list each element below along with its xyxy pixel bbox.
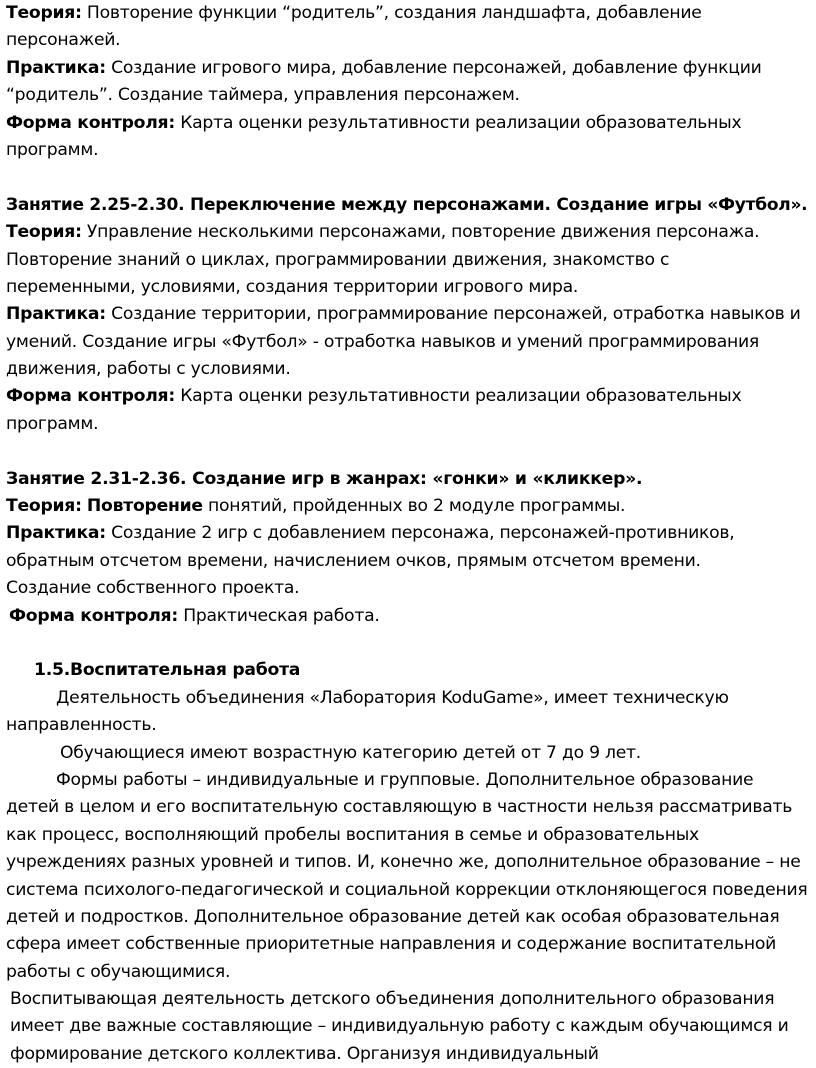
control-line — [6, 383, 812, 410]
practice-text: Создание территории, программирование персонажей, отработка навыков и — [111, 304, 801, 325]
practice-text: Создание игрового мира, добавление персонажей, добавление функции — [111, 57, 762, 78]
theory-label: Теория: — [6, 3, 82, 23]
control-line — [6, 603, 812, 630]
theory-line — [6, 0, 812, 27]
control-line — [6, 110, 812, 137]
spacer — [6, 630, 812, 657]
theory-repeat-label: Повторение — [86, 496, 203, 517]
paragraph-line: система психолого-педагогической и социальной коррекции отклоняющегося поведения — [6, 879, 808, 900]
paragraph-line: Воспитывающая деятельность детского объединения дополнительного образования — [10, 989, 775, 1010]
control-label: Форма контроля: — [6, 112, 175, 133]
theory-line — [6, 493, 812, 520]
text-line: персонажей. — [6, 30, 121, 51]
theory-text: понятий, пройденных во 2 модуле программы. — [208, 496, 626, 517]
paragraph-line: учреждениях разных уровней и типов. И, конечно же, дополнительное образование – не — [6, 852, 801, 873]
paragraph-line: Формы работы – индивидуальные и групповые. Дополнительное образование — [56, 769, 754, 790]
paragraph-line: имеет две важные составляющие – индивидуальную работу с каждым обучающимся и — [10, 1016, 789, 1037]
practice-label: Практика: — [6, 57, 106, 78]
text-line: движения, работы с условиями. — [6, 359, 291, 380]
section-heading: 1.5.Воспитательная работа — [34, 660, 301, 681]
text-line: программ. — [6, 139, 99, 160]
spacer — [6, 438, 812, 465]
paragraph-line: формирование детского коллектива. Организуя индивидуальный — [10, 1043, 599, 1064]
text-line: умений. Создание игры «Футбол» - отработка навыков и умений программирования — [6, 331, 760, 352]
theory-text: Управление несколькими персонажами, повторение движения персонажа. — [86, 222, 760, 243]
text-line: Повторение знаний о циклах, программировании движения, знакомство с — [6, 249, 670, 270]
paragraph-line: сфера имеет собственные приоритетные направления и содержание воспитательной — [6, 934, 777, 955]
practice-line — [6, 55, 812, 82]
practice-line — [6, 301, 812, 328]
paragraph-line: как процесс, восполняющий пробелы воспитания в семье и образовательных — [6, 824, 699, 845]
paragraph-line: детей в целом и его воспитательную составляющую в частности нельзя рассматривать — [6, 797, 793, 818]
theory-label: Теория: — [6, 222, 82, 243]
practice-label: Практика: — [6, 523, 106, 544]
control-text: Практическая работа. — [183, 605, 380, 626]
text-line: программ. — [6, 413, 99, 434]
text-line: переменными, условиями, создания территории игрового мира. — [6, 276, 579, 297]
text-line: Создание собственного проекта. — [6, 578, 300, 599]
theory-text: Повторение функции “родитель”, создания ландшафта, добавление — [86, 3, 702, 23]
practice-label: Практика: — [6, 304, 106, 325]
paragraph-line: работы с обучающимися. — [6, 961, 231, 982]
theory-label: Теория: — [6, 496, 82, 517]
control-label: Форма контроля: — [9, 605, 178, 626]
text-line: “родитель”. Создание таймера, управления персонажем. — [6, 85, 520, 106]
paragraph-line: направленность. — [6, 715, 157, 736]
text-line: обратным отсчетом времени, начислением очков, прямым отсчетом времени. — [6, 550, 701, 571]
paragraph-line: детей и подростков. Дополнительное образование детей как особая образовательная — [6, 906, 780, 927]
practice-line — [6, 520, 812, 547]
theory-line — [6, 219, 812, 246]
control-text: Карта оценки результативности реализации образовательных — [180, 112, 742, 133]
document-page — [6, 0, 812, 1068]
paragraph-line: Обучающиеся имеют возрастную категорию детей от 7 до 9 лет. — [60, 742, 641, 763]
lesson-title: Занятие 2.31-2.36. Создание игр в жанрах: «гонки» и «кликкер». — [6, 468, 643, 489]
control-text: Карта оценки результативности реализации образовательных — [180, 386, 742, 407]
spacer — [6, 164, 812, 191]
practice-text: Создание 2 игр с добавлением персонажа, персонажей-противников, — [111, 523, 735, 544]
paragraph-line: Деятельность объединения «Лаборатория KoduGame», имеет техническую — [56, 687, 729, 708]
control-label: Форма контроля: — [6, 386, 175, 407]
lesson-title: Занятие 2.25-2.30. Переключение между персонажами. Создание игры «Футбол». — [6, 194, 808, 215]
